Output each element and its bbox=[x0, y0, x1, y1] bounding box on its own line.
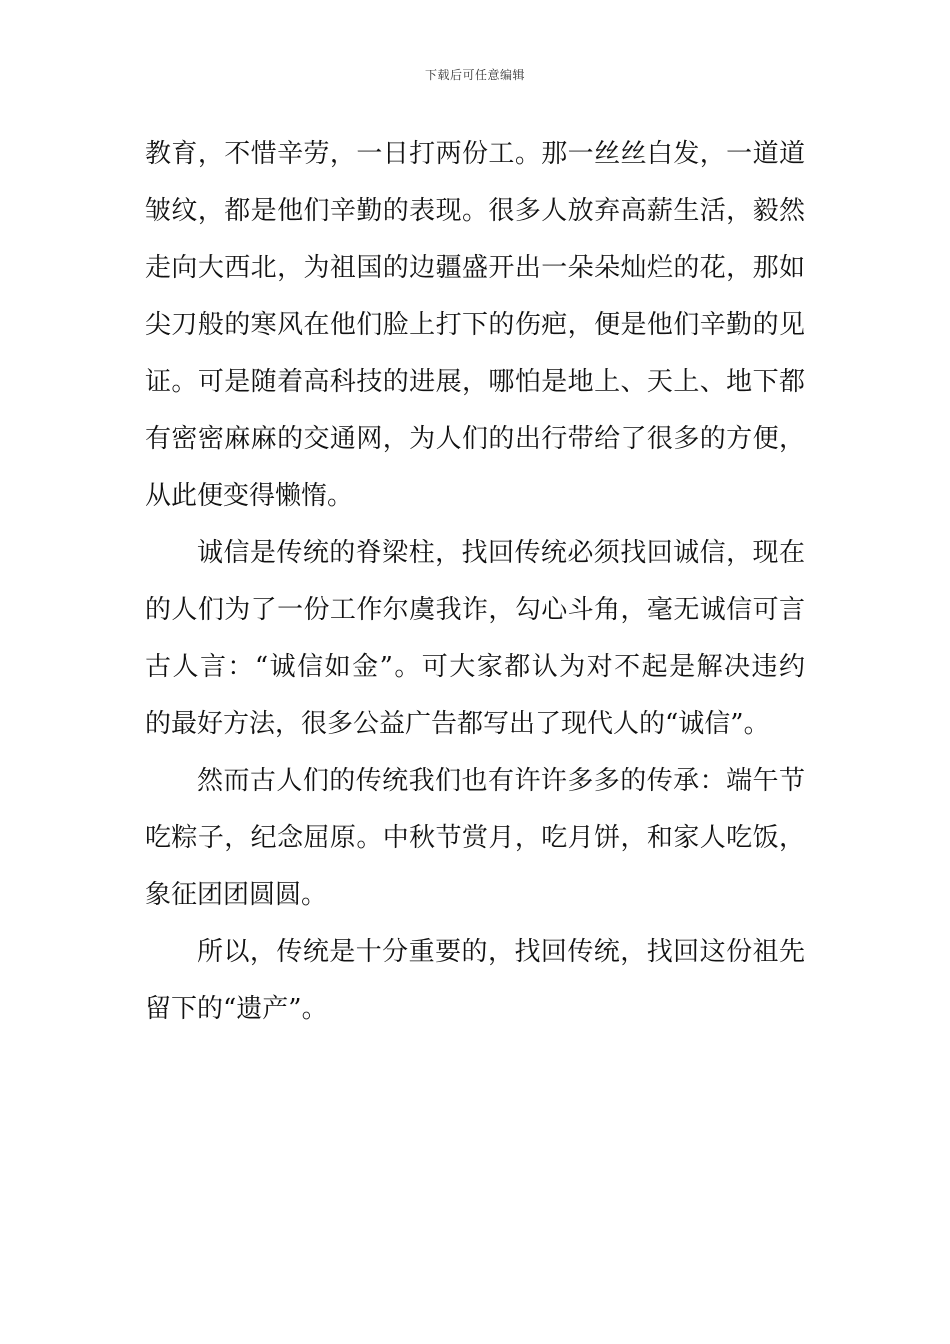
text-line: 证。可是随着高科技的进展，哪怕是地上、天上、地下都 bbox=[145, 367, 805, 397]
paragraph-4 bbox=[145, 924, 805, 1038]
paragraph-2 bbox=[145, 525, 805, 753]
page-header: 下载后可任意编辑 bbox=[424, 68, 525, 82]
text-line: 尖刀般的寒风在他们脸上打下的伤疤，便是他们辛勤的见 bbox=[145, 310, 805, 340]
text-line: 然而古人们的传统我们也有许许多多的传承：端午节 bbox=[197, 766, 805, 796]
text-line: 走向大西北，为祖国的边疆盛开出一朵朵灿烂的花，那如 bbox=[145, 253, 805, 283]
text-line: 所以，传统是十分重要的，找回传统，找回这份祖先 bbox=[197, 937, 805, 967]
paragraph-3 bbox=[145, 753, 805, 924]
text-line: 古人言：“诚信如金”。可大家都认为对不起是解决违约 bbox=[145, 652, 805, 682]
text-line: 从此便变得懒惰。 bbox=[145, 481, 354, 511]
text-line: 的人们为了一份工作尔虞我诈，勾心斗角，毫无诚信可言 bbox=[145, 595, 805, 625]
text-line: 的最好方法，很多公益广告都写出了现代人的“诚信”。 bbox=[145, 709, 770, 739]
text-line: 教育，不惜辛劳，一日打两份工。那一丝丝白发，一道道 bbox=[145, 139, 805, 169]
text-line: 留下的“遗产”。 bbox=[145, 994, 328, 1024]
text-line: 象征团团圆圆。 bbox=[145, 880, 328, 910]
text-line: 吃粽子，纪念屈原。中秋节赏月，吃月饼，和家人吃饭， bbox=[145, 823, 805, 853]
text-line: 有密密麻麻的交通网，为人们的出行带给了很多的方便， bbox=[145, 424, 805, 454]
text-line: 皱纹，都是他们辛勤的表现。很多人放弃高薪生活，毅然 bbox=[145, 196, 805, 226]
document-body bbox=[145, 126, 805, 1038]
paragraph-1 bbox=[145, 126, 805, 525]
text-line: 诚信是传统的脊梁柱，找回传统必须找回诚信，现在 bbox=[197, 538, 805, 568]
